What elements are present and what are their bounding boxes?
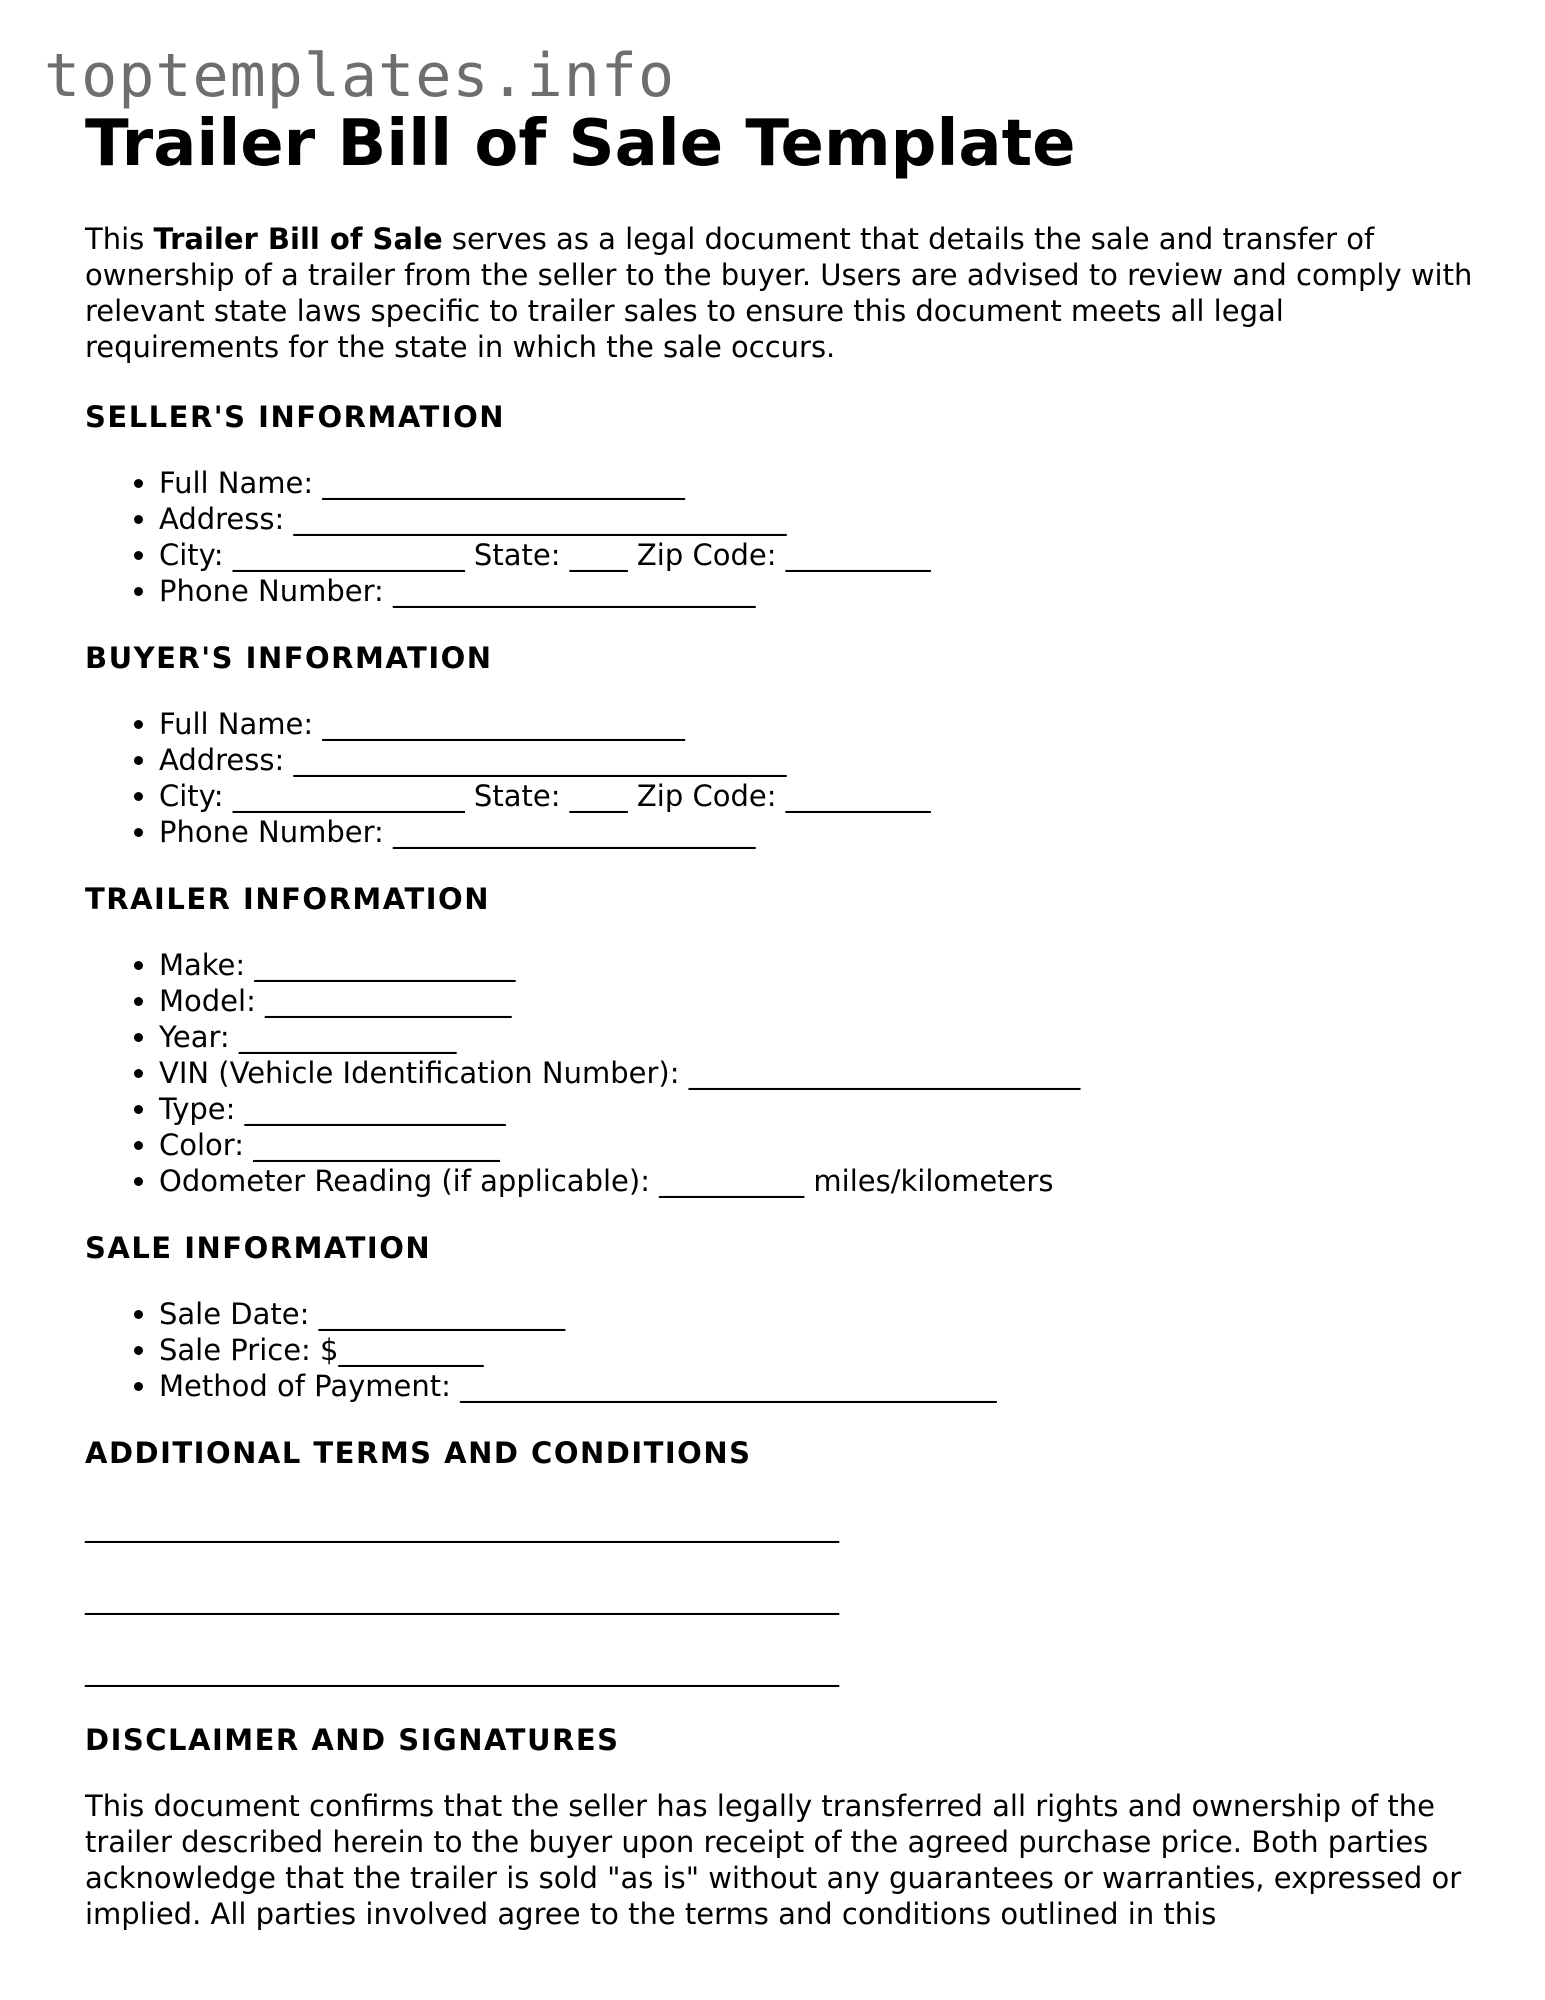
terms-section [85,1435,1475,1688]
terms-heading: ADDITIONAL TERMS AND CONDITIONS [85,1435,752,1470]
terms-line-1[interactable]: ____________________________________________________ [85,1508,839,1543]
trailer-heading: TRAILER INFORMATION [85,881,490,916]
sale-price-field[interactable]: • Sale Price: $__________ [159,1332,1475,1368]
seller-heading: SELLER'S INFORMATION [85,399,506,434]
trailer-make-field[interactable]: • Make: __________________ [159,947,1475,983]
terms-line-3[interactable]: ____________________________________________________ [85,1652,839,1687]
trailer-model-field[interactable]: • Model: _________________ [159,983,1475,1019]
intro-prefix: This [85,221,154,256]
seller-address-field[interactable]: • Address: __________________________________ [159,501,1475,537]
buyer-heading: BUYER'S INFORMATION [85,640,493,675]
sale-date-field[interactable]: • Sale Date: _________________ [159,1296,1475,1332]
document-page [85,108,1475,1932]
sale-list [85,1296,1475,1404]
buyer-address-field[interactable]: • Address: __________________________________ [159,742,1475,778]
trailer-color-field[interactable]: • Color: _________________ [159,1127,1475,1163]
trailer-type-field[interactable]: • Type: __________________ [159,1091,1475,1127]
disclaimer-text: This document confirms that the seller has legally transferred all rights and ownership of the trailer described herein to the buyer upon receipt of the agreed purchase price. Both parties acknowledge that the trailer is sold "as is" without any guarantees or warranties, expressed or implied. All parties involved agree to the terms and conditions outlined in this [85,1788,1462,1931]
sale-section [85,1230,1475,1404]
payment-method-field[interactable]: • Method of Payment: _____________________________________ [159,1368,1475,1404]
intro-suffix: serves as a legal document that details the sale and transfer of ownership of a trailer from the seller to the buyer. Users are advised to review and comply with relevant state laws specific to trailer sales to ensure this document meets all legal requirements for the state in which the sale occurs. [85,221,1473,364]
intro-bold: Trailer Bill of Sale [153,221,443,256]
trailer-section [85,881,1475,1199]
trailer-vin-field[interactable]: • VIN (Vehicle Identification Number): ___________________________ [159,1055,1475,1091]
terms-line-2[interactable]: ____________________________________________________ [85,1580,839,1615]
page-title: Trailer Bill of Sale Template [85,107,1076,181]
trailer-odometer-field[interactable]: • Odometer Reading (if applicable): __________ miles/kilometers [159,1163,1475,1199]
buyer-phone-field[interactable]: • Phone Number: _________________________ [159,814,1475,850]
trailer-list [85,947,1475,1199]
buyer-full-name-field[interactable]: • Full Name: _________________________ [159,706,1475,742]
seller-section [85,399,1475,609]
buyer-section [85,640,1475,850]
intro-paragraph [85,221,1475,365]
seller-phone-field[interactable]: • Phone Number: _________________________ [159,573,1475,609]
buyer-city-state-zip-field[interactable]: • City: ________________ State: ____ Zip Code: __________ [159,778,1475,814]
watermark: toptemplates.info [44,41,676,111]
disclaimer-section [85,1722,1475,1932]
buyer-list [85,706,1475,850]
seller-full-name-field[interactable]: • Full Name: _________________________ [159,465,1475,501]
seller-city-state-zip-field[interactable]: • City: ________________ State: ____ Zip Code: __________ [159,537,1475,573]
seller-list [85,465,1475,609]
sale-heading: SALE INFORMATION [85,1230,432,1265]
disclaimer-heading: DISCLAIMER AND SIGNATURES [85,1722,620,1757]
trailer-year-field[interactable]: • Year: _______________ [159,1019,1475,1055]
